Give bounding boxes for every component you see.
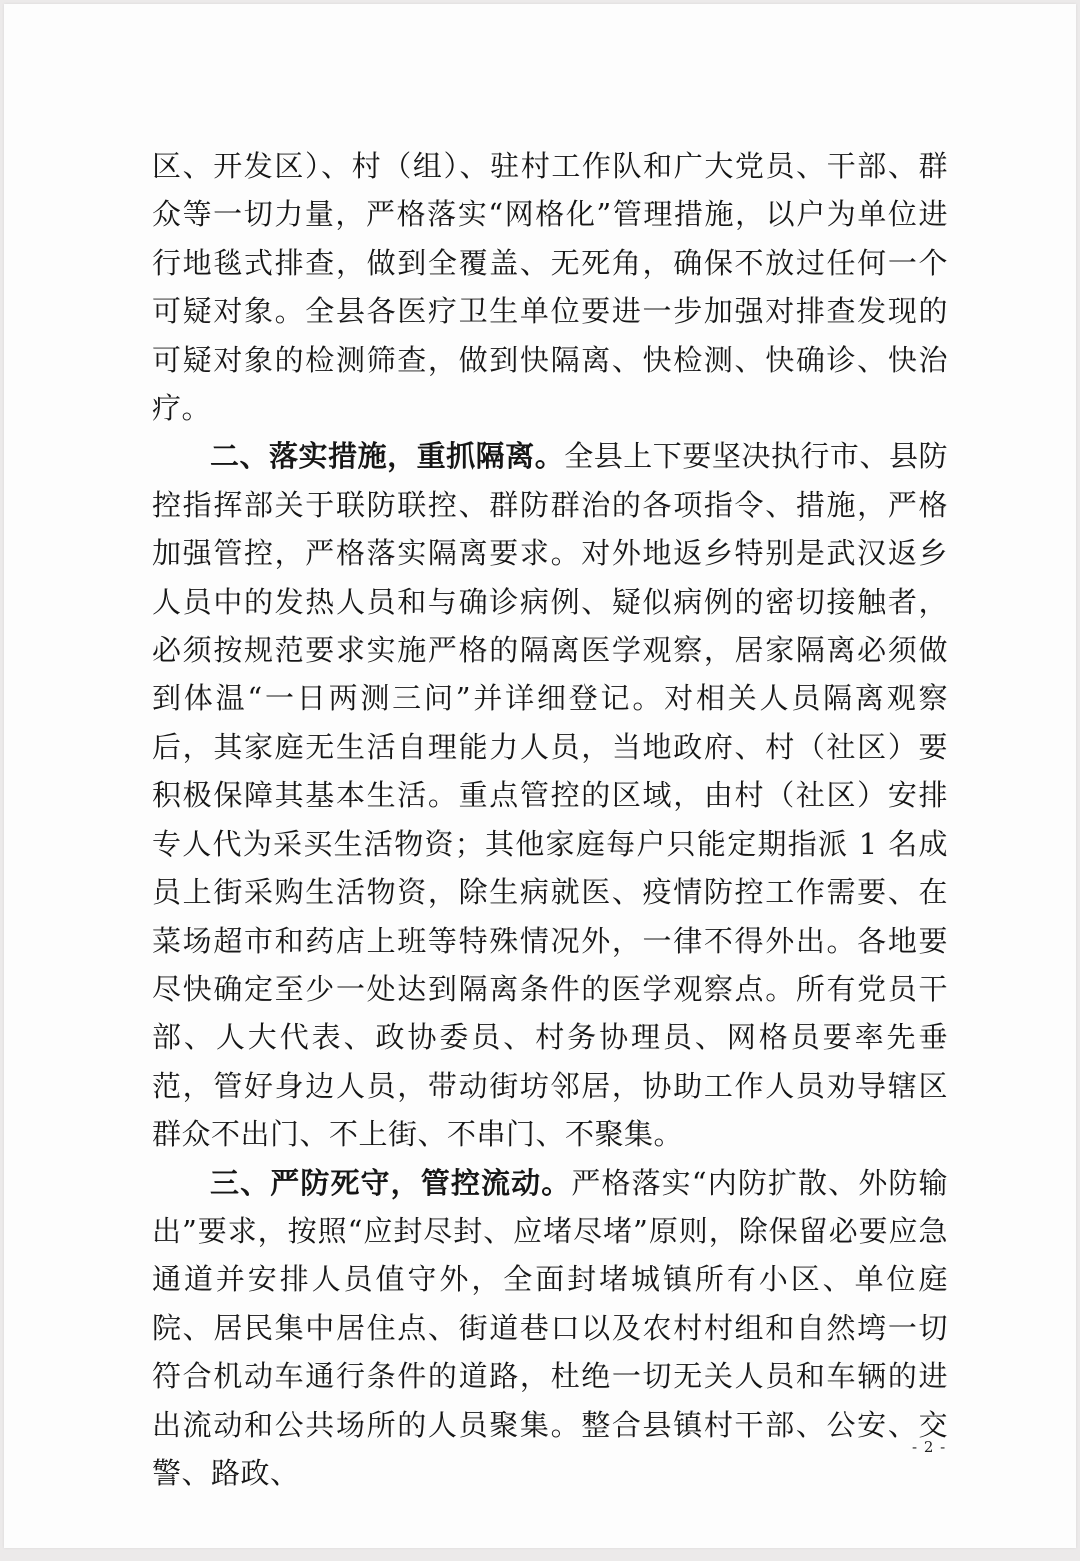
paragraph-1 [152, 142, 948, 432]
section-3-heading: 三、严防死守，管控流动。 [210, 1165, 572, 1200]
paragraph-1-text: 区、开发区）、村（组）、驻村工作队和广大党员、干部、群众等一切力量，严格落实“网格化”管理措施，以户为单位进行地毯式排查，做到全覆盖、无死角，确保不放过任何一个可疑对象。全县各医疗卫生单位要进一步加强对排查发现的可疑对象的检测筛查，做到快隔离、快检测、快确诊、快治疗。 [152, 149, 948, 426]
paragraph-3-text: 严格落实“内防扩散、外防输出”要求，按照“应封尽封、应堵尽堵”原则，除保留必要应急通道并安排人员值守外，全面封堵城镇所有小区、单位庭院、居民集中居住点、街道巷口以及农村村组和自然塆一切符合机动车通行条件的道路，杜绝一切无关人员和车辆的进出流动和公共场所的人员聚集。整合县镇村干部、公安、交警、路政、 [152, 1165, 948, 1490]
section-2-heading: 二、落实措施，重抓隔离。 [210, 439, 565, 474]
document-body [152, 142, 948, 1497]
document-page [4, 4, 1076, 1548]
paragraph-3 [152, 1159, 948, 1498]
page-number: - 2 - [912, 1438, 947, 1456]
paragraph-2 [152, 432, 948, 1158]
paragraph-2-text: 全县上下要坚决执行市、县防控指挥部关于联防联控、群防群治的各项指令、措施，严格加强管控，严格落实隔离要求。对外地返乡特别是武汉返乡人员中的发热人员和与确诊病例、疑似病例的密切接触者，必须按规范要求实施严格的隔离医学观察，居家隔离必须做到体温“一日两测三问”并详细登记。对相关人员隔离观察后，其家庭无生活自理能力人员，当地政府、村（社区）要积极保障其基本生活。重点管控的区域，由村（社区）安排专人代为采买生活物资；其他家庭每户只能定期指派 1 名成员上街采购生活物资，除生病就医、疫情防控工作需要、在菜场超市和药店上班等特殊情况外，一律不得外出。各地要尽快确定至少一处达到隔离条件的医学观察点。所有党员干部、人大代表、政协委员、村务协理员、网格员要率先垂范，管好身边人员，带动街坊邻居，协助工作人员劝导辖区群众不出门、不上街、不串门、不聚集。 [152, 439, 948, 1152]
